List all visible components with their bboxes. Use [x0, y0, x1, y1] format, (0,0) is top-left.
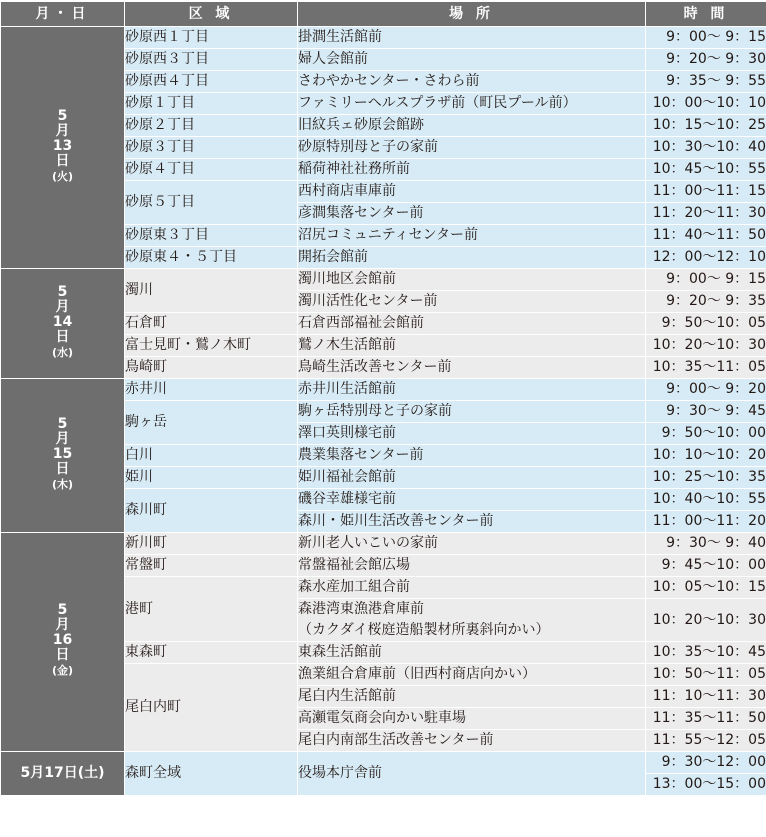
- area-cell: 石倉町: [125, 313, 298, 335]
- header-date: 月・日: [1, 2, 125, 27]
- table-row: [1, 269, 766, 291]
- area-cell: 砂原５丁目: [125, 181, 298, 225]
- place-cell: 濁川地区会館前: [298, 269, 646, 291]
- area-cell: 赤井川: [125, 379, 298, 401]
- place-cell: 旧紋兵ェ砂原会館跡: [298, 115, 646, 137]
- day-group-may13: [1, 27, 766, 269]
- place-cell: 開拓会館前: [298, 247, 646, 269]
- area-cell: 尾白内町: [125, 664, 298, 752]
- area-cell: 砂原西１丁目: [125, 27, 298, 49]
- time-cell: 10：30～10：40: [646, 137, 766, 159]
- time-cell: 11：00～11：20: [646, 511, 766, 533]
- table-row: [1, 27, 766, 49]
- place-cell: 澤口英則様宅前: [298, 423, 646, 445]
- header-place: 場 所: [298, 2, 646, 27]
- time-cell: 11：55～12：05: [646, 730, 766, 752]
- time-cell: 11：40～11：50: [646, 225, 766, 247]
- time-cell: 9：50～10：00: [646, 423, 766, 445]
- time-cell: 10：35～10：45: [646, 642, 766, 664]
- place-cell: 常盤福祉会館広場: [298, 555, 646, 577]
- place-cell: 役場本庁舎前: [298, 752, 646, 796]
- time-cell: 11：10～11：30: [646, 686, 766, 708]
- area-cell: 森川町: [125, 489, 298, 533]
- place-cell: 濁川活性化センター前: [298, 291, 646, 313]
- area-cell: 砂原２丁目: [125, 115, 298, 137]
- place-cell: 高瀬電気商会向かい駐車場: [298, 708, 646, 730]
- place-cell: [298, 599, 646, 642]
- area-cell: 砂原東３丁目: [125, 225, 298, 247]
- time-cell: 10：25～10：35: [646, 467, 766, 489]
- place-cell: 森水産加工組合前: [298, 577, 646, 599]
- place-cell: 磯谷幸雄様宅前: [298, 489, 646, 511]
- area-cell: 東森町: [125, 642, 298, 664]
- area-cell: 富士見町・鷲ノ木町: [125, 335, 298, 357]
- time-cell: 13：00～15：00: [646, 774, 766, 796]
- place-cell: 沼尻コミュニティセンター前: [298, 225, 646, 247]
- place-line: （カクダイ桜庭造船製材所裏斜向かい）: [298, 620, 645, 641]
- area-cell: 鳥崎町: [125, 357, 298, 379]
- header-area: 区 域: [125, 2, 298, 27]
- place-cell: 尾白内南部生活改善センター前: [298, 730, 646, 752]
- place-cell: 鷲ノ木生活館前: [298, 335, 646, 357]
- collection-schedule-table: [0, 1, 766, 796]
- time-cell: 10：45～10：55: [646, 159, 766, 181]
- area-cell: 駒ヶ岳: [125, 401, 298, 445]
- area-cell: 砂原西３丁目: [125, 49, 298, 71]
- time-cell: 10：10～10：20: [646, 445, 766, 467]
- time-cell: 9：20～ 9：35: [646, 291, 766, 313]
- place-cell: さわやかセンター・さわら前: [298, 71, 646, 93]
- time-cell: 10：50～11：05: [646, 664, 766, 686]
- area-cell: 砂原１丁目: [125, 93, 298, 115]
- time-cell: 9：00～ 9：20: [646, 379, 766, 401]
- place-cell: 鳥崎生活改善センター前: [298, 357, 646, 379]
- header-row: [1, 2, 766, 27]
- area-cell: 砂原西４丁目: [125, 71, 298, 93]
- place-cell: 尾白内生活館前: [298, 686, 646, 708]
- place-cell: 森川・姫川生活改善センター前: [298, 511, 646, 533]
- time-cell: 11：35～11：50: [646, 708, 766, 730]
- area-cell: 姫川: [125, 467, 298, 489]
- place-cell: 駒ヶ岳特別母と子の家前: [298, 401, 646, 423]
- place-cell: 掛澗生活館前: [298, 27, 646, 49]
- date-cell: 5 月 15 日 (木): [1, 379, 125, 533]
- table-row: [1, 752, 766, 774]
- place-cell: 西村商店車庫前: [298, 181, 646, 203]
- time-cell: 9：30～ 9：40: [646, 533, 766, 555]
- day-group-may15: [1, 379, 766, 533]
- area-cell: 森町全域: [125, 752, 298, 796]
- time-cell: 9：35～ 9：55: [646, 71, 766, 93]
- header-time: 時 間: [646, 2, 766, 27]
- place-cell: 彦澗集落センター前: [298, 203, 646, 225]
- day-group-may17: [1, 752, 766, 796]
- area-cell: 白川: [125, 445, 298, 467]
- time-cell: 9：30～ 9：45: [646, 401, 766, 423]
- time-cell: 10：20～10：30: [646, 335, 766, 357]
- time-cell: 9：30～12：00: [646, 752, 766, 774]
- time-cell: 9：00～ 9：15: [646, 27, 766, 49]
- time-cell: 11：00～11：15: [646, 181, 766, 203]
- time-cell: 10：00～10：10: [646, 93, 766, 115]
- place-cell: 石倉西部福祉会館前: [298, 313, 646, 335]
- day-group-may14: [1, 269, 766, 379]
- table-row: [1, 379, 766, 401]
- area-cell: 砂原３丁目: [125, 137, 298, 159]
- area-cell: 濁川: [125, 269, 298, 313]
- time-cell: 11：20～11：30: [646, 203, 766, 225]
- place-cell: 婦人会館前: [298, 49, 646, 71]
- time-cell: 10：35～11：05: [646, 357, 766, 379]
- area-cell: 常盤町: [125, 555, 298, 577]
- place-cell: 砂原特別母と子の家前: [298, 137, 646, 159]
- time-cell: 12：00～12：10: [646, 247, 766, 269]
- place-cell: 東森生活館前: [298, 642, 646, 664]
- time-cell: 10：40～10：55: [646, 489, 766, 511]
- table-row: [1, 533, 766, 555]
- time-cell: 9：45～10：00: [646, 555, 766, 577]
- place-cell: 赤井川生活館前: [298, 379, 646, 401]
- place-cell: 新川老人いこいの家前: [298, 533, 646, 555]
- place-cell: 農業集落センター前: [298, 445, 646, 467]
- area-cell: 砂原東４・５丁目: [125, 247, 298, 269]
- date-cell: 5 月 14 日 (水): [1, 269, 125, 379]
- area-cell: 新川町: [125, 533, 298, 555]
- time-cell: 9：20～ 9：30: [646, 49, 766, 71]
- day-group-may16: [1, 533, 766, 752]
- date-cell: 5 月 13 日 (火): [1, 27, 125, 269]
- date-cell: 5 月 16 日 (金): [1, 533, 125, 752]
- time-cell: 10：15～10：25: [646, 115, 766, 137]
- time-cell: 9：50～10：05: [646, 313, 766, 335]
- time-cell: 10：05～10：15: [646, 577, 766, 599]
- place-cell: 姫川福祉会館前: [298, 467, 646, 489]
- area-cell: 砂原４丁目: [125, 159, 298, 181]
- time-cell: 10：20～10：30: [646, 599, 766, 642]
- place-cell: ファミリーヘルスプラザ前（町民プール前）: [298, 93, 646, 115]
- area-cell: 港町: [125, 577, 298, 642]
- date-cell: 5月17日(土): [1, 752, 125, 796]
- place-cell: 漁業組合倉庫前（旧西村商店向かい）: [298, 664, 646, 686]
- time-cell: 9：00～ 9：15: [646, 269, 766, 291]
- place-line: 森港湾東漁港倉庫前: [298, 599, 645, 620]
- place-cell: 稲荷神社社務所前: [298, 159, 646, 181]
